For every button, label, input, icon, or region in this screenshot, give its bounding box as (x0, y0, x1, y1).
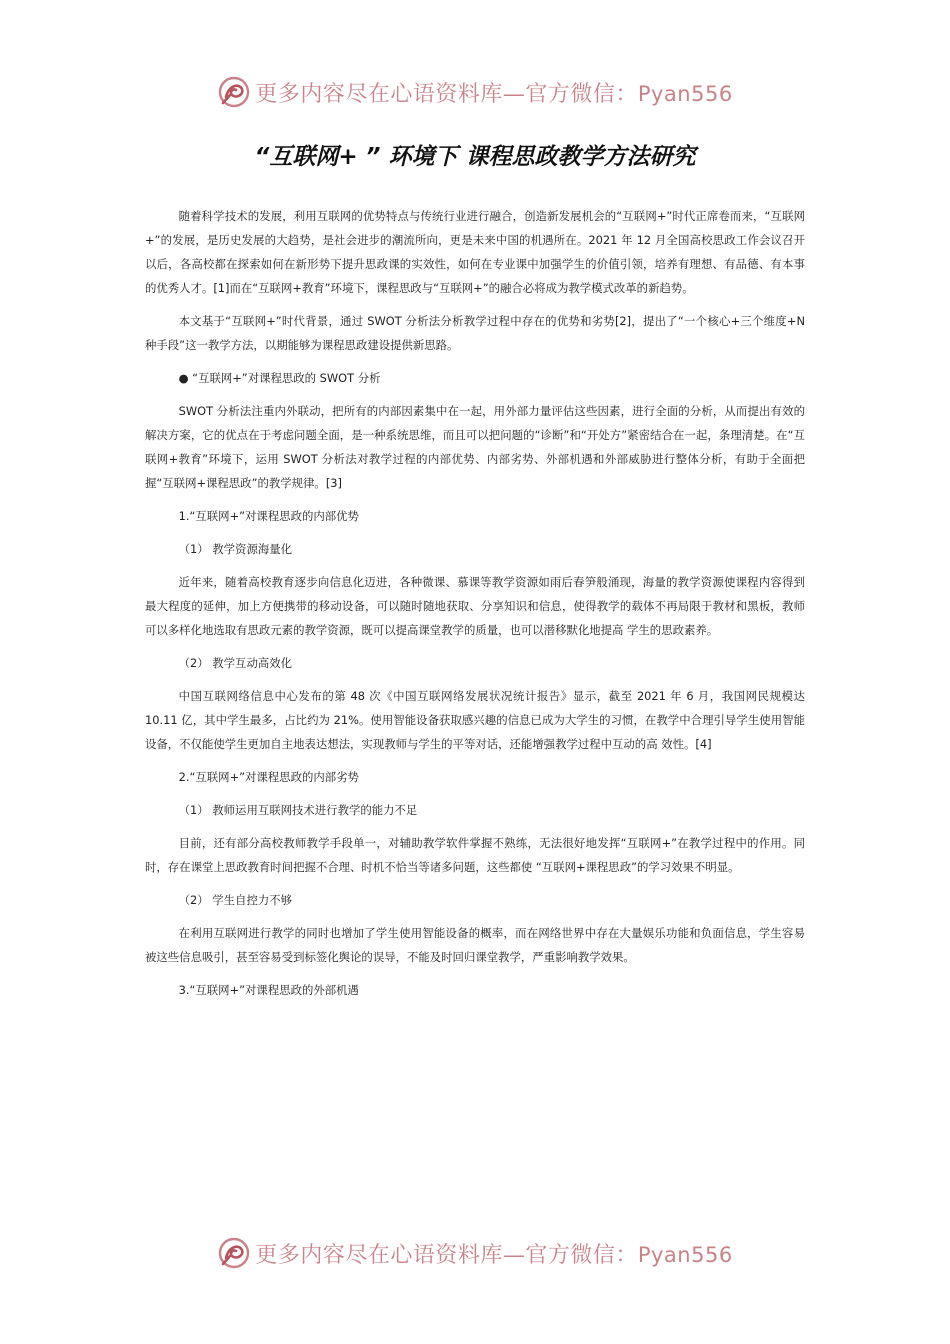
block-gap (145, 357, 805, 366)
block-gap (145, 756, 805, 765)
banner-text: 更多内容尽在心语资料库—官方微信：Pyan556 (255, 1242, 733, 1268)
body-paragraph: 在利用互联网进行教学的同时也增加了学生使用智能设备的概率，而在网络世界中存在大量娱乐功能和负面信息，学生容易被这些信息吸引，甚至容易受到标签化舆论的误导，不能及时回归课堂教学，严重影响教学效果。 (145, 926, 805, 964)
banner-text: 更多内容尽在心语资料库—官方微信：Pyan556 (255, 81, 733, 107)
body-paragraph: 目前，还有部分高校教师教学手段单一，对辅助教学软件掌握不熟练，无法很好地发挥“互联网+”在教学过程中的作用。同时，存在课堂上思政教育时间把握不合理、时机不恰当等诸多问题，这些都使 “互联网+课程思政”的学习效果不明显。 (145, 836, 805, 874)
section-heading: （1） 教师运用互联网技术进行教学的能力不足 (178, 803, 418, 817)
section-heading: 2.“互联网+”对课程思政的内部劣势 (178, 770, 359, 784)
block-gap (145, 300, 805, 309)
block-gap (145, 822, 805, 831)
body-paragraph: SWOT 分析法注重内外联动，把所有的内部因素集中在一起，用外部力量评估这些因素，进行全面的分析，从而提出有效的解决方案，它的优点在于考虑问题全面，是一种系统思维，而且可以把问题的“诊断”和“开处方”紧密结合在一起，条理清楚。在“互联网+教育”环境下，运用 SWOT 分析法对教学过程的内部优势、内部劣势、外部机遇和外部威胁进行整体分析，有助于全面把握“互联网+课程思政”的教学规律。[3] (145, 404, 805, 490)
header-watermark-banner (0, 72, 950, 112)
block-gap (145, 879, 805, 888)
document-body (145, 204, 805, 1002)
section-heading: （2） 学生自控力不够 (178, 893, 293, 907)
section-heading: （1） 教学资源海量化 (178, 542, 293, 556)
block-gap (145, 642, 805, 651)
block-gap (145, 561, 805, 570)
section-heading: 1.“互联网+”对课程思政的内部优势 (178, 509, 359, 523)
block-gap (145, 789, 805, 798)
body-paragraph: 中国互联网络信息中心发布的第 48 次《中国互联网络发展状况统计报告》显示，截至 2021 年 6 月，我国网民规模达 10.11 亿，其中学生最多，占比约为 21%。使用智能设备获取感兴趣的信息已成为大学生的习惯，在教学中合理引导学生使用智能设备，不仅能使学生更加自主地表达想法，实现教师与学生的平等对话，还能增强教学过程中互动的高 效性。[4] (145, 689, 805, 751)
body-paragraph: 随着科学技术的发展，利用互联网的优势特点与传统行业进行融合，创造新发展机会的“互联网+”时代正席卷而来，“互联网+”的发展，是历史发展的大趋势，是社会进步的潮流所向，更是未来中国的机遇所在。2021 年 12 月全国高校思政工作会议召开以后，各高校都在探索如何在新形势下提升思政课的实效性，如何在专业课中加强学生的价值引领，培养有理想、有品德、有本事的优秀人才。[1]而在“互联网+教育”环境下，课程思政与“互联网+”的融合必将成为教学模式改革的新趋势。 (145, 209, 805, 295)
block-gap (145, 675, 805, 684)
block-gap (145, 969, 805, 978)
section-heading: ● “互联网+”对课程思政的 SWOT 分析 (178, 371, 381, 385)
section-heading: 3.“互联网+”对课程思政的外部机遇 (178, 983, 359, 997)
page-title: “互联网+ ” 环境下 课程思政教学方法研究 (254, 144, 696, 170)
block-gap (145, 912, 805, 921)
body-paragraph: 本文基于“互联网+”时代背景，通过 SWOT 分析法分析教学过程中存在的优势和劣势[2]，提出了“一个核心+三个维度+N 种手段”这一教学方法，以期能够为课程思政建设提供新思路。 (145, 314, 805, 352)
block-gap (145, 390, 805, 399)
swirl-logo-icon (217, 75, 251, 109)
block-gap (145, 528, 805, 537)
block-gap (145, 495, 805, 504)
section-heading: （2） 教学互动高效化 (178, 656, 293, 670)
swirl-logo-icon (217, 1236, 251, 1270)
footer-watermark-banner (0, 1233, 950, 1273)
body-paragraph: 近年来，随着高校教育逐步向信息化迈进，各种微课、慕课等教学资源如雨后春笋般涌现，海量的教学资源使课程内容得到最大程度的延伸，加上方便携带的移动设备，可以随时随地获取、分享知识和信息，使得教学的载体不再局限于教材和黑板，教师可以多样化地选取有思政元素的教学资源，既可以提高课堂教学的质量，也可以潜移默化地提高 学生的思政素养。 (145, 575, 805, 637)
